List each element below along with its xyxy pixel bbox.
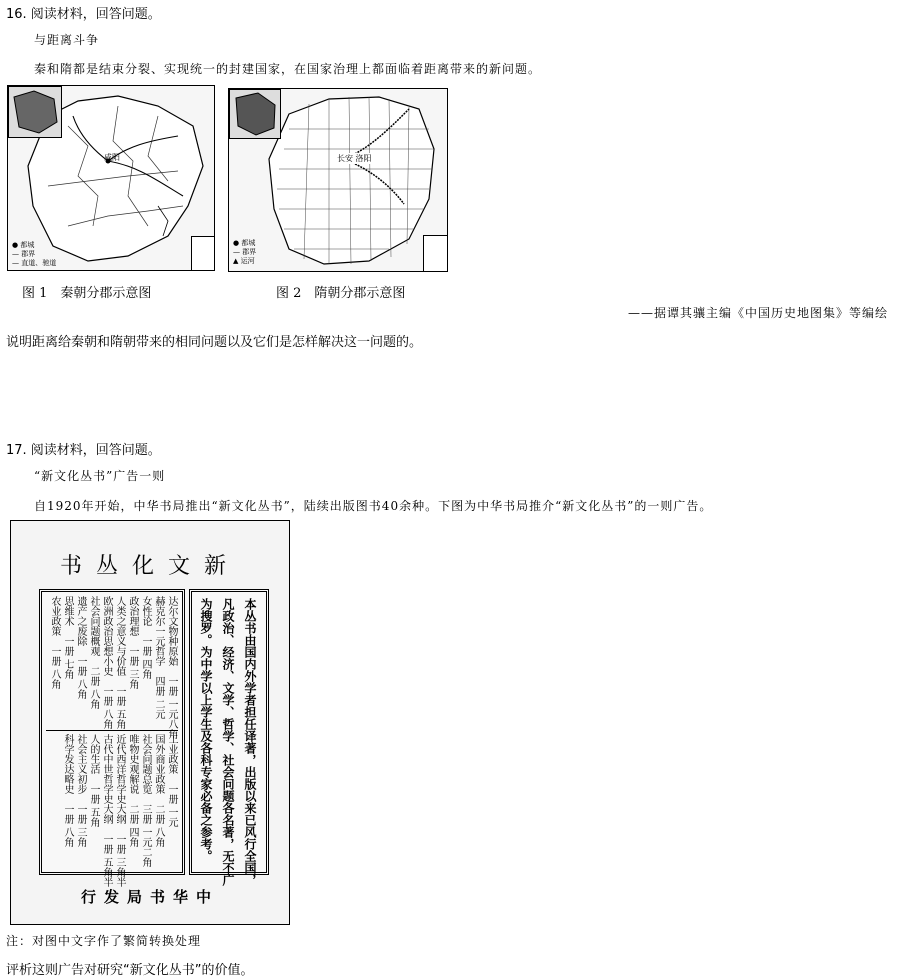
- ad-book-item: 达尔文物种原始 一册 一元八角: [166, 596, 177, 740]
- newculture-ad-image: [10, 520, 290, 925]
- ad-book-item: 遗产之废除 一册 八角: [75, 596, 86, 700]
- ad-book-item: 近代西洋哲学史大纲 一册 三角半: [114, 734, 125, 888]
- ad-book-item: 女性论 一册 四角: [140, 596, 151, 680]
- q17-note: 注：对图中文字作了繁简转换处理: [6, 934, 202, 948]
- qin-legend-item: 直道、驰道: [21, 259, 57, 267]
- ad-book-item: 唯物史观解说 二册 四角: [127, 734, 138, 848]
- ad-booklist-divider: [46, 730, 178, 731]
- ad-intro-line: 本丛书由国内外学者担任译著，出版以来已风行全国，: [243, 598, 257, 886]
- ad-intro-line: 为搜罗。为中学以上学生及各科专家必备之参考。: [199, 598, 213, 862]
- qin-legend-item: 都城: [20, 241, 35, 249]
- ad-book-item: 国外商业政策 二册 八角: [153, 734, 164, 848]
- ad-book-item: 赫克尔一元哲学 四册 二元: [153, 596, 164, 720]
- q17-material-title: “新文化丛书”广告一则: [34, 469, 166, 483]
- ad-intro-box: [189, 589, 269, 886]
- qin-legend: ● 都城 — 郡界 — 直道、驰道: [12, 241, 57, 267]
- qin-map: [7, 85, 215, 271]
- ad-book-item: 人类之意义与价值 一册 五角: [114, 596, 125, 730]
- sui-legend-item: 都城: [241, 239, 256, 247]
- ad-book-item: 欧洲政治思想小史 一册 八角: [101, 596, 112, 730]
- sui-inset-map: [229, 89, 281, 139]
- ad-book-item: 社会问题总览 三册 一元二角: [140, 734, 151, 868]
- qin-legend-item: 郡界: [21, 250, 36, 258]
- q16-heading: 16. 阅读材料，回答问题。: [6, 7, 161, 22]
- sui-legend: ● 都城 — 郡界 ▲ 运河: [233, 239, 257, 265]
- qin-south-sea-inset: [191, 236, 215, 271]
- ad-book-item: 社会主义初步 一册 三角: [75, 734, 86, 848]
- sui-map: [228, 88, 448, 272]
- ad-book-item: 社会问题概观 二册 八角: [88, 596, 99, 710]
- qin-capital-label: 咸阳: [104, 153, 120, 162]
- sui-south-sea-inset: [423, 235, 448, 272]
- q17-heading: 17. 阅读材料，回答问题。: [6, 443, 161, 458]
- ad-book-item: 思维术 一册 七角: [62, 596, 73, 680]
- ad-publisher: 行发局书华中: [80, 888, 219, 906]
- q17-question: 评析这则广告对研究“新文化丛书”的价值。: [6, 963, 254, 978]
- q16-question: 说明距离给秦朝和隋朝带来的相同问题以及它们是怎样解决这一问题的。: [6, 335, 423, 350]
- capital-symbol-icon: ●: [233, 239, 240, 247]
- ad-title: 书丛化文新: [59, 554, 240, 579]
- sui-capital-label: 长安 洛阳: [337, 154, 372, 163]
- sui-legend-item: 运河: [240, 257, 255, 265]
- ad-book-item: 科学发达略史 一册 八角: [62, 734, 73, 848]
- sui-legend-item: 郡界: [242, 248, 257, 256]
- ad-book-item: 农业政策 一册 八角: [49, 596, 60, 690]
- ad-book-item: 工业政策 一册 一元: [166, 734, 177, 828]
- ad-intro-line: 凡政治、经济、文学、哲学、社会问题各名著，无不广: [221, 598, 235, 886]
- q16-material-title: 与距离斗争: [34, 33, 100, 47]
- sui-map-caption: 图 2 隋朝分郡示意图: [276, 286, 406, 301]
- qin-inset-map: [8, 86, 62, 138]
- ad-book-item: 人的生活 一册 五角: [88, 734, 99, 828]
- ad-book-item: 政治理想 一册 三角: [127, 596, 138, 690]
- capital-symbol-icon: ●: [12, 241, 19, 249]
- ad-book-item: 古代中世哲学史大纲 一册 五角半: [101, 734, 112, 888]
- q16-material-text: 秦和隋都是结束分裂、实现统一的封建国家，在国家治理上都面临着距离带来的新问题。: [34, 62, 542, 76]
- q16-source: ——据谭其骧主编《中国历史地图集》等编绘: [627, 306, 888, 320]
- q17-material-text: 自1920年开始，中华书局推出“新文化丛书”，陆续出版图书40余种。下图为中华书局推介“新文化丛书”的一则广告。: [34, 499, 713, 513]
- qin-map-caption: 图 1 秦朝分郡示意图: [22, 286, 152, 301]
- ad-booklist-box: [39, 589, 185, 888]
